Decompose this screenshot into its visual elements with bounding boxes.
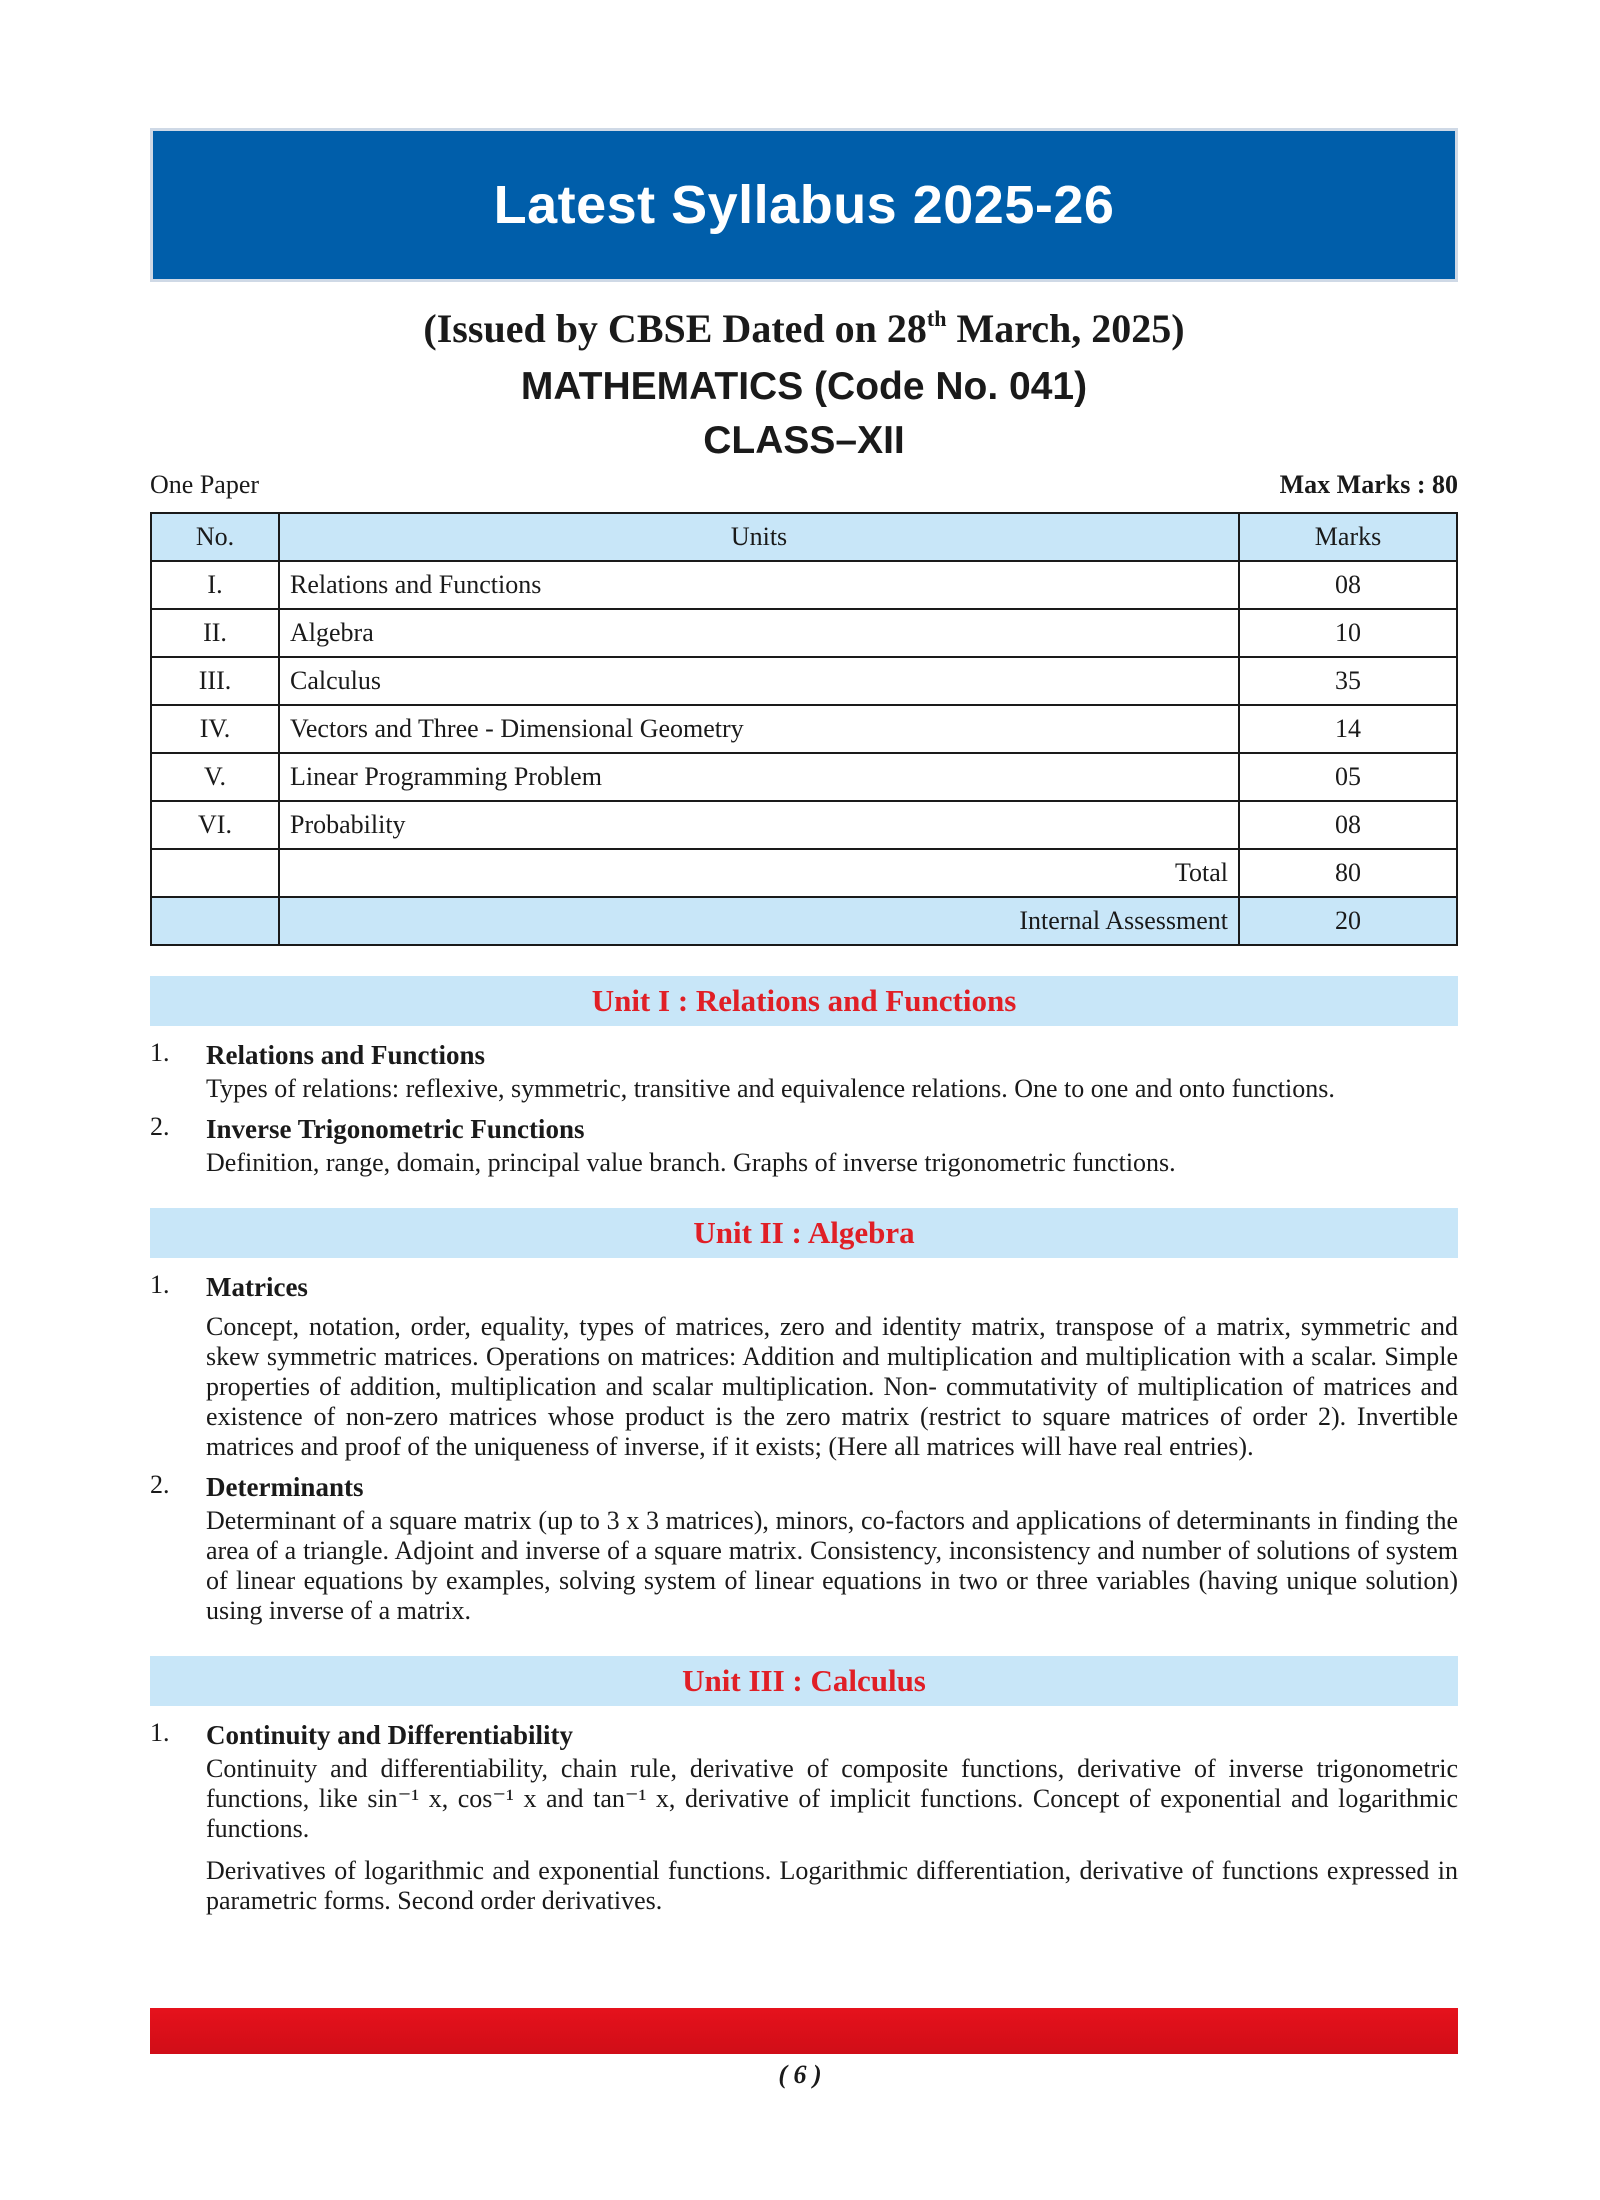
topic-text: Concept, notation, order, equality, types of matrices, zero and identity matrix, transpose of a matrix, symmetric and skew symmetric matrices. Operations on matrices: Addition and multiplication and multiplication with a scalar. Simple properties of addition, multiplication and scalar multiplication. Non- commutativity of multiplication of matrices and existence of non-zero matrices whose product is the zero matrix (restrict to square matrices of order 2). Invertible matrices and proof of the uniqueness of inverse, if it exists; (Here all matrices will have real entries). — [206, 1312, 1458, 1461]
topic-number: 2. — [150, 1470, 170, 1499]
row-unit: Probability — [279, 801, 1239, 849]
topic-text: Determinant of a square matrix (up to 3 x 3 matrices), minors, co-factors and applications of determinants in finding the area of a triangle. Adjoint and inverse of a square matrix. Consistency, inconsistency and number of solutions of system of linear equations by examples, solving system of linear equations in two or three variables (having unique solution) using inverse of a matrix. — [206, 1506, 1458, 1625]
row-marks: 08 — [1239, 561, 1457, 609]
table-row — [151, 609, 1457, 657]
list-item — [150, 1038, 1458, 1104]
topic-number: 1. — [150, 1270, 170, 1299]
topic-text: Types of relations: reflexive, symmetric, transitive and equivalence relations. One to one and onto functions. — [206, 1074, 1335, 1103]
header-marks: Marks — [1239, 513, 1457, 561]
topic-text: Derivatives of logarithmic and exponential functions. Logarithmic differentiation, derivative of functions expressed in parametric forms. Second order derivatives. — [206, 1856, 1458, 1915]
list-item — [150, 1470, 1458, 1626]
unit-heading: Unit I : Relations and Functions — [150, 976, 1458, 1026]
list-item — [150, 1718, 1458, 1916]
topic-text: Continuity and differentiability, chain rule, derivative of composite functions, derivative of inverse trigonometric functions, like sin⁻¹ x, cos⁻¹ x and tan⁻¹ x, derivative of implicit functions. Concept of exponential and logarithmic functions. — [206, 1754, 1458, 1843]
topic-title: Relations and Functions — [206, 1040, 486, 1070]
topic-title: Matrices — [206, 1272, 308, 1302]
row-no: III. — [151, 657, 279, 705]
footer-bar — [150, 2008, 1458, 2054]
row-unit: Linear Programming Problem — [279, 753, 1239, 801]
row-unit: Calculus — [279, 657, 1239, 705]
issued-prefix: (Issued by CBSE Dated on 28 — [423, 306, 927, 351]
ia-empty-cell — [151, 897, 279, 945]
total-empty-cell — [151, 849, 279, 897]
row-no: VI. — [151, 801, 279, 849]
ia-marks: 20 — [1239, 897, 1457, 945]
table-row — [151, 657, 1457, 705]
topic-list — [150, 1270, 1458, 1626]
row-no: II. — [151, 609, 279, 657]
row-marks: 14 — [1239, 705, 1457, 753]
topic-number: 1. — [150, 1038, 170, 1067]
unit-heading: Unit III : Calculus — [150, 1656, 1458, 1706]
row-unit: Relations and Functions — [279, 561, 1239, 609]
row-unit: Vectors and Three - Dimensional Geometry — [279, 705, 1239, 753]
topic-title: Determinants — [206, 1472, 364, 1502]
issued-line — [150, 292, 1458, 356]
row-unit: Algebra — [279, 609, 1239, 657]
table-row — [151, 705, 1457, 753]
row-no: I. — [151, 561, 279, 609]
list-item — [150, 1270, 1458, 1462]
units-table — [150, 512, 1458, 946]
row-marks: 08 — [1239, 801, 1457, 849]
topic-title: Continuity and Differentiability — [206, 1720, 574, 1750]
row-marks: 05 — [1239, 753, 1457, 801]
row-marks: 35 — [1239, 657, 1457, 705]
subject-title: MATHEMATICS (Code No. 041) — [520, 365, 1088, 408]
ia-label: Internal Assessment — [279, 897, 1239, 945]
topic-list — [150, 1718, 1458, 1916]
topic-number: 2. — [150, 1112, 170, 1141]
title-banner — [150, 128, 1458, 282]
table-header-row — [151, 513, 1457, 561]
paper-label: One Paper — [150, 470, 260, 499]
header-no: No. — [151, 513, 279, 561]
topic-list — [150, 1038, 1458, 1178]
table-row — [151, 561, 1457, 609]
issued-suffix: March, 2025) — [946, 306, 1185, 351]
syllabus-page — [150, 128, 1458, 1924]
issued-sup: th — [926, 306, 947, 331]
total-row — [151, 849, 1457, 897]
page-number: ( 6 ) — [778, 2060, 822, 2089]
total-marks: 80 — [1239, 849, 1457, 897]
row-no: V. — [151, 753, 279, 801]
table-row — [151, 753, 1457, 801]
banner-title: Latest Syllabus 2025-26 — [493, 175, 1115, 235]
table-row — [151, 801, 1457, 849]
internal-assessment-row — [151, 897, 1457, 945]
topic-title: Inverse Trigonometric Functions — [206, 1114, 585, 1144]
list-item — [150, 1112, 1458, 1178]
class-title: CLASS–XII — [703, 419, 905, 462]
topic-number: 1. — [150, 1718, 170, 1747]
paper-meta — [150, 470, 1458, 500]
topic-text: Definition, range, domain, principal value branch. Graphs of inverse trigonometric functions. — [206, 1148, 1176, 1177]
max-marks: Max Marks : 80 — [1279, 470, 1458, 499]
total-label: Total — [279, 849, 1239, 897]
row-no: IV. — [151, 705, 279, 753]
header-units: Units — [279, 513, 1239, 561]
unit-heading: Unit II : Algebra — [150, 1208, 1458, 1258]
row-marks: 10 — [1239, 609, 1457, 657]
